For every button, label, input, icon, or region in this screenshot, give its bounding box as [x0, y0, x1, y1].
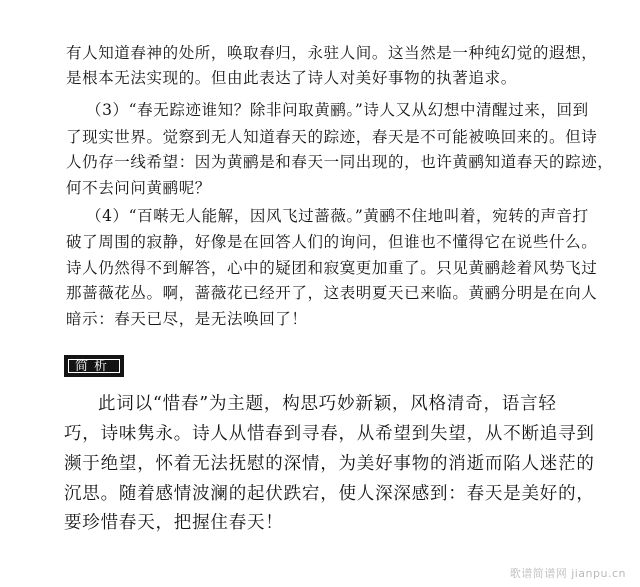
- paragraph-2-line-2: 了现实世界。觉察到无人知道春天的踪迹，春天是不可能被唤回来的。但诗: [66, 128, 598, 146]
- paragraph-3-line-2: 破了周围的寂静，好像是在回答人们的询问，但谁也不懂得它在说些什么。: [66, 233, 598, 251]
- paragraph-1-line-1: 有人知道春神的处所，唤取春归，永驻人间。这当然是一种纯幻觉的遐想，: [66, 44, 598, 62]
- section-heading-tag: [64, 355, 124, 377]
- paragraph-3-line-4: 那蔷薇花丛。啊，蔷薇花已经开了，这表明夏天已来临。黄鹂分明是在向人: [66, 284, 598, 302]
- paragraph-2-line-1: （3）“春无踪迹谁知？除非问取黄鹂。”诗人又从幻想中清醒过来，回到: [86, 101, 589, 119]
- watermark: 歌谱简谱网 jianpu.cn: [509, 567, 626, 580]
- paragraph-3-line-1: （4）“百啭无人能解，因风飞过蔷薇。”黄鹂不住地叫着，宛转的声音打: [86, 207, 589, 225]
- section-heading: 简析: [68, 359, 120, 373]
- analysis-line-3: 濒于绝望，怀着无法抚慰的深情，为美好事物的消逝而陷人迷茫的: [64, 454, 595, 474]
- paragraph-3-line-5: 暗示：春天已尽，是无法唤回了！: [66, 310, 308, 328]
- paragraph-3-line-3: 诗人仍然得不到解答，心中的疑团和寂寞更加重了。只见黄鹂趁着风势飞过: [66, 259, 598, 277]
- analysis-line-1: 此词以“惜春”为主题，构思巧妙新颖，风格清奇，语言轻: [98, 394, 557, 414]
- paragraph-1-line-2: 是根本无法实现的。但由此表达了诗人对美好事物的执著追求。: [66, 69, 517, 87]
- analysis-line-2: 巧，诗味隽永。诗人从惜春到寻春，从希望到失望，从不断追寻到: [64, 424, 595, 444]
- analysis-line-4: 沉思。随着感情波澜的起伏跌宕，使人深深感到：春天是美好的，: [64, 484, 595, 504]
- paragraph-2-line-3: 人仍存一线希望：因为黄鹂是和春天一同出现的，也许黄鹂知道春天的踪迹，: [66, 153, 614, 171]
- paragraph-2-line-4: 何不去问问黄鹂呢？: [66, 179, 211, 197]
- analysis-line-5: 要珍惜春天，把握住春天！: [64, 513, 284, 533]
